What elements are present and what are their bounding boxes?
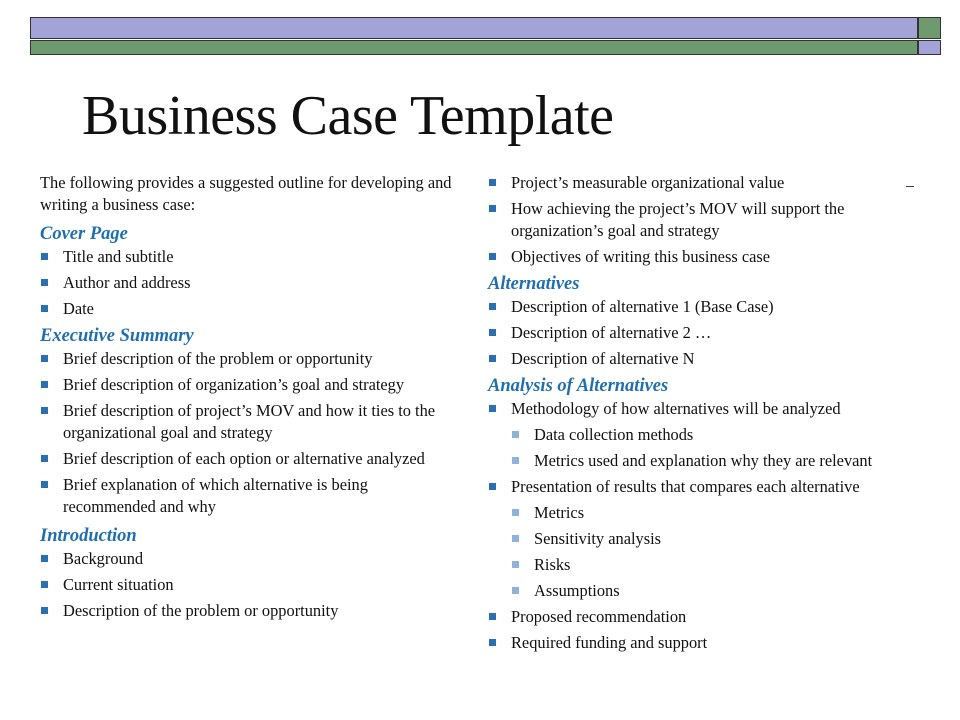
list-item: Author and address: [40, 272, 460, 294]
list-item: Description of alternative N: [488, 348, 918, 370]
left-column: [40, 172, 460, 626]
list-item: Brief description of the problem or opportunity: [40, 348, 460, 370]
list-item: Current situation: [40, 574, 460, 596]
list-item: Brief description of each option or alternative analyzed: [40, 448, 460, 470]
list-item: Proposed recommendation: [488, 606, 918, 628]
list-item: Brief description of project’s MOV and how it ties to the organizational goal and strategy: [40, 400, 460, 444]
banner-bar-purple: [30, 17, 918, 39]
list-item: Presentation of results that compares each alternative: [488, 476, 918, 498]
introduction-continued-list: [488, 172, 918, 268]
sub-list-item: Assumptions: [488, 580, 918, 602]
list-item: Brief description of organization’s goal and strategy: [40, 374, 460, 396]
list-item: How achieving the project’s MOV will support the organization’s goal and strategy: [488, 198, 918, 242]
header-banner: [0, 0, 960, 60]
banner-square-purple: [918, 40, 941, 55]
heading-introduction: Introduction: [40, 526, 137, 546]
right-column: [488, 172, 918, 658]
heading-cover-page: Cover Page: [40, 224, 128, 244]
intro-text: The following provides a suggested outline for developing and writing a business case:: [40, 173, 452, 214]
list-item: Description of alternative 2 …: [488, 322, 918, 344]
list-item: Date: [40, 298, 460, 320]
heading-analysis-of-alternatives: Analysis of Alternatives: [488, 376, 669, 396]
alternatives-list: [488, 296, 918, 370]
slide-title: Business Case Template: [82, 85, 614, 147]
list-item: Background: [40, 548, 460, 570]
sub-list-item: Data collection methods: [488, 424, 918, 446]
analysis-list: [488, 398, 918, 654]
cover-page-list: [40, 246, 460, 320]
introduction-list: [40, 548, 460, 622]
list-item: Project’s measurable organizational value: [488, 172, 918, 194]
list-item: Description of the problem or opportunity: [40, 600, 460, 622]
executive-summary-list: [40, 348, 460, 518]
banner-square-green: [918, 17, 941, 39]
list-item: Description of alternative 1 (Base Case): [488, 296, 918, 318]
sub-list-item: Metrics: [488, 502, 918, 524]
heading-alternatives: Alternatives: [488, 274, 580, 294]
list-item: Objectives of writing this business case: [488, 246, 918, 268]
banner-bar-green: [30, 40, 918, 55]
list-item: Brief explanation of which alternative is being recommended and why: [40, 474, 460, 518]
sub-list-item: Risks: [488, 554, 918, 576]
list-item: Title and subtitle: [40, 246, 460, 268]
list-item: Required funding and support: [488, 632, 918, 654]
list-item: Methodology of how alternatives will be analyzed: [488, 398, 918, 420]
sub-list-item: Sensitivity analysis: [488, 528, 918, 550]
sub-list-item: Metrics used and explanation why they are relevant: [488, 450, 918, 472]
heading-executive-summary: Executive Summary: [40, 326, 194, 346]
